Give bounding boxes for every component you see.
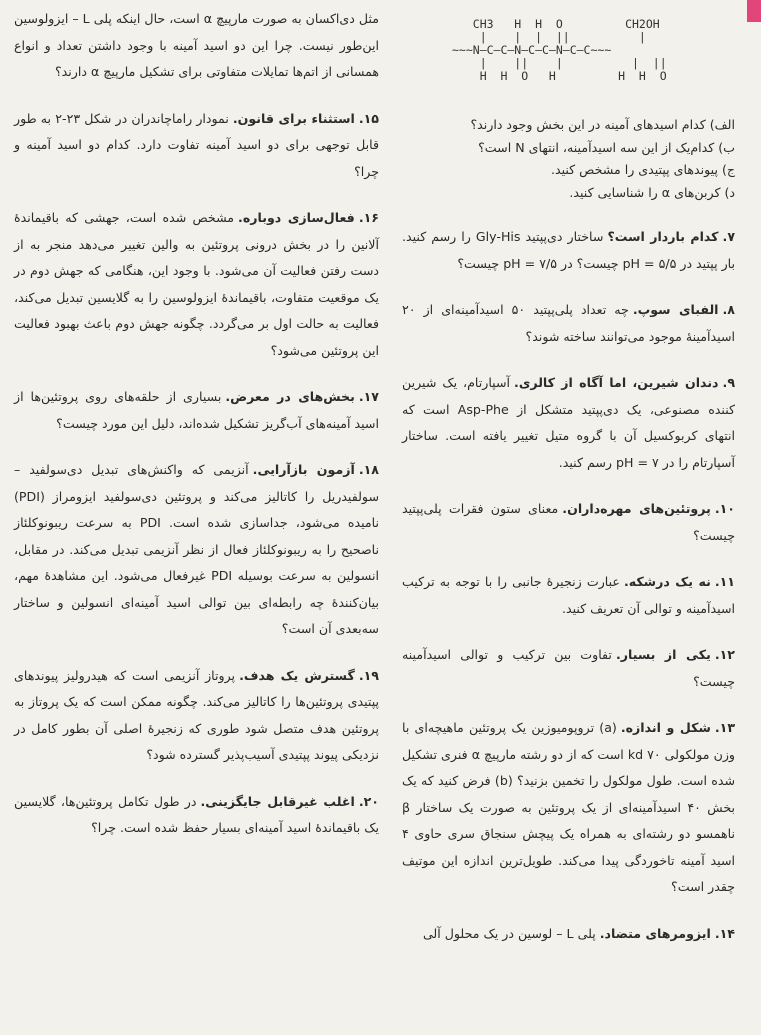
page-edge-tab bbox=[747, 0, 761, 22]
question-18: ۱۸.آزمون بازآرایی.آنزیمی که واکنش‌های تبدیل دی‌سولفید – سولفیدریل را کاتالیز می‌کند و پروتئین دی‌سولفید ایزومراز (PDI) نامیده می‌شود، جداسازی شده است. PDI به سرعت ریبونوکلئاز ناصحیح را به ریبونوکلئاز فعال از نظر آنزیمی تبدیل می‌کند. در مقابل، انسولین به سرعت بوسیله PDI غیرفعال می‌شود. این مشاهدهٔ مهم، بیان‌کنندهٔ چه رابطه‌ای بین توالی اسید آمینه‌ای انسولین و ساختار سه‌بعدی آن است؟ bbox=[14, 462, 380, 636]
right-column bbox=[402, 114, 735, 967]
question-14: ۱۴.ایزومرهای متضاد.پلی L – لوسین در یک محلول آلی bbox=[422, 925, 735, 941]
q6-b: ب) کدام‌یک از این سه اسیدآمینه، انتهای N است؟ bbox=[478, 139, 735, 155]
formula-row-3: ~~~N—C—C—N—C—C—N—C—C~~~ bbox=[452, 43, 612, 57]
formula-row-1: CH3 H H O CH2OH bbox=[452, 17, 660, 31]
question-15: ۱۵.استثناء برای قانون.نمودار راماچاندران در شکل ۲۳-۲ به طور قابل توجهی برای دو اسید آمینه تفاوت دارد. کدام دو اسید آمینه و چرا؟ bbox=[14, 110, 379, 179]
peptide-formula bbox=[452, 18, 692, 98]
q6-c: ج) پیوندهای پپتیدی را مشخص کنید. bbox=[550, 162, 735, 177]
question-7: ۷.کدام باردار است؟ساختار دی‌پپتید Gly-His را رسم کنید. بار پپتید در pH = ۵/۵ چیست؟ در pH = ۷/۵ چیست؟ bbox=[402, 229, 735, 271]
question-13: ۱۳.شکل و اندازه.(a) تروپومیوزین یک پروتئین ماهیچه‌ای با وزن مولکولی ۷۰ kd است که از دو رشته مارپیچ α فنری تشکیل شده است. طول مولکول را تخمین بزنید؟ (b) فرض کنید که یک بخش ۴۰ اسیدآمینه‌ای از یک پروتئین به صورت یک ساختار β ناهمسو دو رشته‌ای به همراه یک پیچش سنجاق سری حاوی ۴ اسید آمینه تاخوردگی پیدا می‌کند. طویل‌ترین اندازه این موتیف چقدر است؟ bbox=[402, 720, 736, 894]
question-17: ۱۷.بخش‌های در معرض.بسیاری از حلقه‌های روی پروتئین‌ها از اسید آمینه‌های آب‌گریز تشکیل شده‌اند، دلیل این مورد چیست؟ bbox=[14, 389, 379, 431]
formula-row-5: H H O H H H O bbox=[452, 69, 667, 83]
formula-row-2: | | | || | bbox=[452, 30, 646, 44]
question-8: ۸.الفبای سوپ.چه تعداد پلی‌پپتید ۵۰ اسیدآمینه‌ای از ۲۰ اسیدآمینهٔ موجود می‌توانند ساخته شوند؟ bbox=[402, 302, 735, 344]
q6-subquestions bbox=[402, 114, 735, 204]
question-11: ۱۱.نه یک درشکه.عبارت زنجیرهٔ جانبی را با توجه به ترکیب اسیدآمینه و توالی آن تعریف کنید. bbox=[402, 574, 735, 616]
question-12: ۱۲.یکی از بسیار.تفاوت بین ترکیب و توالی اسیدآمینه چیست؟ bbox=[402, 647, 735, 689]
question-14-continued: مثل دی‌اکسان به صورت مارپیچ α است، حال اینکه پلی L – ایزولوسین این‌طور نیست. چرا این دو اسید آمینه با وجود داشتن تعداد و انواع همسانی از اتم‌ها تمایلات متفاوتی برای تشکیل مارپیچ α دارند؟ bbox=[14, 11, 380, 79]
question-20: ۲۰.اغلب غیرقابل جایگزینی.در طول تکامل پروتئین‌ها، گلایسین یک باقیماندهٔ اسید آمینه‌ای بسیار حفظ شده است. چرا؟ bbox=[14, 793, 379, 835]
formula-row-4: | || | | || bbox=[452, 56, 667, 70]
question-16: ۱۶.فعال‌سازی دوباره.مشخص شده است، جهشی که باقیماندهٔ آلانین را در بخش درونی پروتئین به والین تغییر می‌دهد منجر به از دست رفتن فعالیت آن می‌شود. با وجود این، هنگامی که جهش دوم در یک موقعیت متفاوت، باقیماندهٔ ایزولوسین را به گلایسین تبدیل می‌کند، فعالیت به حالت اول بر می‌گردد. چگونه جهش دوم باعث بهبود فعالیت این پروتئین می‌شود؟ bbox=[14, 210, 379, 358]
left-column bbox=[14, 6, 379, 862]
q6-d: د) کربن‌های α را شناسایی کنید. bbox=[569, 184, 735, 200]
question-19: ۱۹.گسترش یک هدف.پروتاز آنزیمی است که هیدرولیز پیوندهای پپتیدی پروتئین‌ها را کاتالیز می‌کند. چگونه ممکن است که یک پروتاز به پروتئین هدف متصل شود طوری که زنجیرهٔ اصلی آن بطور کامل در نزدیکی پیوند پپتیدی آسیب‌پذیر گسترده شود؟ bbox=[14, 667, 379, 762]
question-10: ۱۰.پروتئین‌های مهره‌داران.معنای ستون فقرات پلی‌پپتید چیست؟ bbox=[402, 501, 735, 543]
q6-a: الف) کدام اسیدهای آمینه در این بخش وجود دارند؟ bbox=[470, 117, 735, 132]
question-9: ۹.دندان شیرین، اما آگاه از کالری.آسپارتام، یک شیرین کننده مصنوعی، یک دی‌پپتید متشکل از Asp-Phe است که انتهای کربوکسیل آن با گروه متیل تغییر یافته است. ساختار آسپارتام را در pH = ۷ رسم کنید. bbox=[402, 375, 735, 470]
